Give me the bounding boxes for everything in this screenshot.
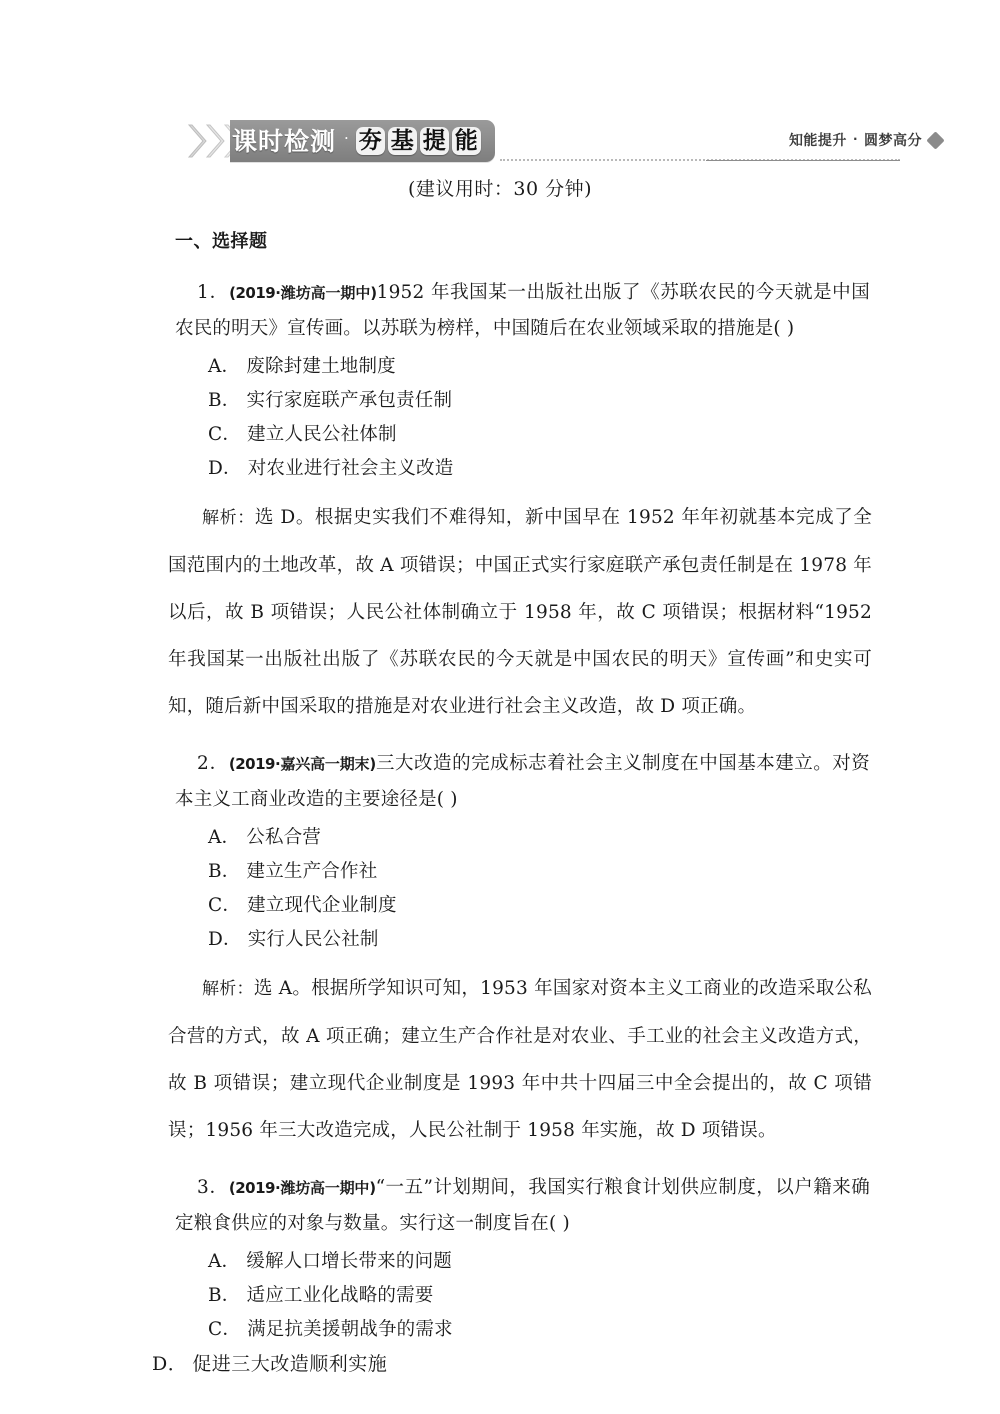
header-boxed-char-3: 提 <box>420 127 449 155</box>
option-text: 公私合营 <box>246 827 322 848</box>
option-item[interactable] <box>0 384 1000 418</box>
explanation-text: 选 A。根据所学知识可知，1953 年国家对资本主义工商业的改造采取公私合营的方式，故 A 项正确；建立生产合作社是对农业、手工业的社会主义改造方式，故 B 项错误；建立现代企业制度是 1993 年中共十四届三中全会提出的，故 C 项错误；1956 年三大改造完成，人民公社制于 1958 年实施，故 D 项错误。 <box>168 978 872 1141</box>
option-label: A． <box>208 356 241 377</box>
header-boxed-char-4: 能 <box>452 127 481 155</box>
option-item[interactable] <box>0 418 1000 452</box>
option-label: B． <box>208 1285 241 1306</box>
option-item[interactable] <box>0 1279 1000 1313</box>
option-text: 建立生产合作社 <box>246 861 378 882</box>
option-label: A． <box>208 1251 241 1272</box>
option-label: D． <box>208 929 242 950</box>
option-text: 实行人民公社制 <box>247 929 379 950</box>
option-item[interactable] <box>0 923 1000 957</box>
page-content <box>0 174 1000 1387</box>
header-tagline-part-1: 知能提升 <box>788 133 847 149</box>
header-title-separator: · <box>344 129 349 147</box>
option-item[interactable] <box>0 889 1000 923</box>
explanation-label: 解析： <box>202 508 255 528</box>
chevron-right-icon <box>206 123 226 159</box>
header-banner <box>186 120 495 162</box>
question-stem <box>0 1170 1000 1241</box>
header-tagline-separator: · <box>852 132 858 146</box>
option-label: B． <box>208 861 241 882</box>
option-item[interactable] <box>0 821 1000 855</box>
explanation-label: 解析： <box>202 979 254 999</box>
question-stem-text: 三大改造的完成标志着社会主义制度在中国基本建立。对资本主义工商业改造的主要途径是( ) <box>175 753 870 810</box>
option-text: 适应工业化战略的需要 <box>246 1285 434 1306</box>
question-stem <box>0 746 1000 817</box>
question-number: 1． <box>197 282 230 303</box>
question-number: 3． <box>197 1177 229 1198</box>
chevron-right-icon <box>188 123 208 159</box>
question-stem <box>0 275 1000 346</box>
option-text: 废除封建土地制度 <box>246 356 396 377</box>
header-banner-bar <box>230 120 495 162</box>
question-block <box>0 1170 1000 1381</box>
option-label: C． <box>208 895 242 916</box>
explanation-text: 选 D。根据史实我们不难得知，新中国早在 1952 年年初就基本完成了全国范围内的土地改革，故 A 项错误；中国正式实行家庭联产承包责任制是在 1978 年以后，故 B 项错误；人民公社体制确立于 1958 年，故 C 项错误；根据材料“1952 年我国某一出版社出版了《苏联农民的今天就是中国农民的明天》宣传画”和史实可知，随后新中国采取的措施是对农业进行社会主义改造，故 D 项正确。 <box>168 507 872 717</box>
option-label: A． <box>208 827 241 848</box>
question-block <box>0 275 1000 730</box>
option-item[interactable] <box>0 1347 1000 1381</box>
option-list <box>0 821 1000 957</box>
option-list <box>0 1245 1000 1381</box>
option-text: 促进三大改造顺利实施 <box>192 1353 388 1375</box>
option-item[interactable] <box>0 452 1000 486</box>
option-label: D． <box>208 458 242 479</box>
option-label: C． <box>208 1319 242 1340</box>
option-item[interactable] <box>0 1245 1000 1279</box>
option-item[interactable] <box>0 1313 1000 1347</box>
question-block <box>0 746 1000 1154</box>
question-source: (2019·潍坊高一期中) <box>228 1179 376 1197</box>
question-stem-text: 1952 年我国某一出版社出版了《苏联农民的今天就是中国农民的明天》宣传画。以苏联为榜样，中国随后在农业领域采取的措施是( ) <box>175 282 870 339</box>
section-heading: 一、选择题 <box>175 231 268 252</box>
question-explanation <box>0 494 1000 730</box>
option-label: C． <box>208 424 242 445</box>
header-boxed-char-1: 夯 <box>356 127 385 155</box>
option-text: 对农业进行社会主义改造 <box>247 458 454 479</box>
option-list <box>0 350 1000 486</box>
header-title-boxed <box>356 127 481 155</box>
option-label: B． <box>208 390 241 411</box>
option-item[interactable] <box>0 350 1000 384</box>
option-text: 建立人民公社体制 <box>247 424 397 445</box>
option-item[interactable] <box>0 855 1000 889</box>
question-stem-text: “一五”计划期间，我国实行粮食计划供应制度，以户籍来确定粮食供应的对象与数量。实行这一制度旨在( ) <box>175 1177 870 1234</box>
header-solid-rule <box>706 160 900 161</box>
header-boxed-char-2: 基 <box>388 127 417 155</box>
question-source: (2019·潍坊高一期中) <box>229 284 377 302</box>
question-number: 2． <box>197 753 229 774</box>
header-tagline <box>789 130 922 150</box>
header-tagline-part-2: 圆梦高分 <box>864 133 922 149</box>
page-header <box>0 112 1000 174</box>
suggested-time: (建议用时：30 分钟) <box>407 178 593 200</box>
diamond-icon <box>926 131 944 149</box>
option-text: 满足抗美援朝战争的需求 <box>247 1319 453 1340</box>
question-source: (2019·嘉兴高一期末) <box>228 755 376 773</box>
header-title-main: 课时检测 <box>232 126 337 156</box>
question-explanation <box>0 965 1000 1154</box>
option-text: 实行家庭联产承包责任制 <box>246 390 453 411</box>
option-text: 建立现代企业制度 <box>247 895 397 916</box>
option-text: 缓解人口增长带来的问题 <box>246 1251 452 1272</box>
option-label: D． <box>152 1353 188 1375</box>
